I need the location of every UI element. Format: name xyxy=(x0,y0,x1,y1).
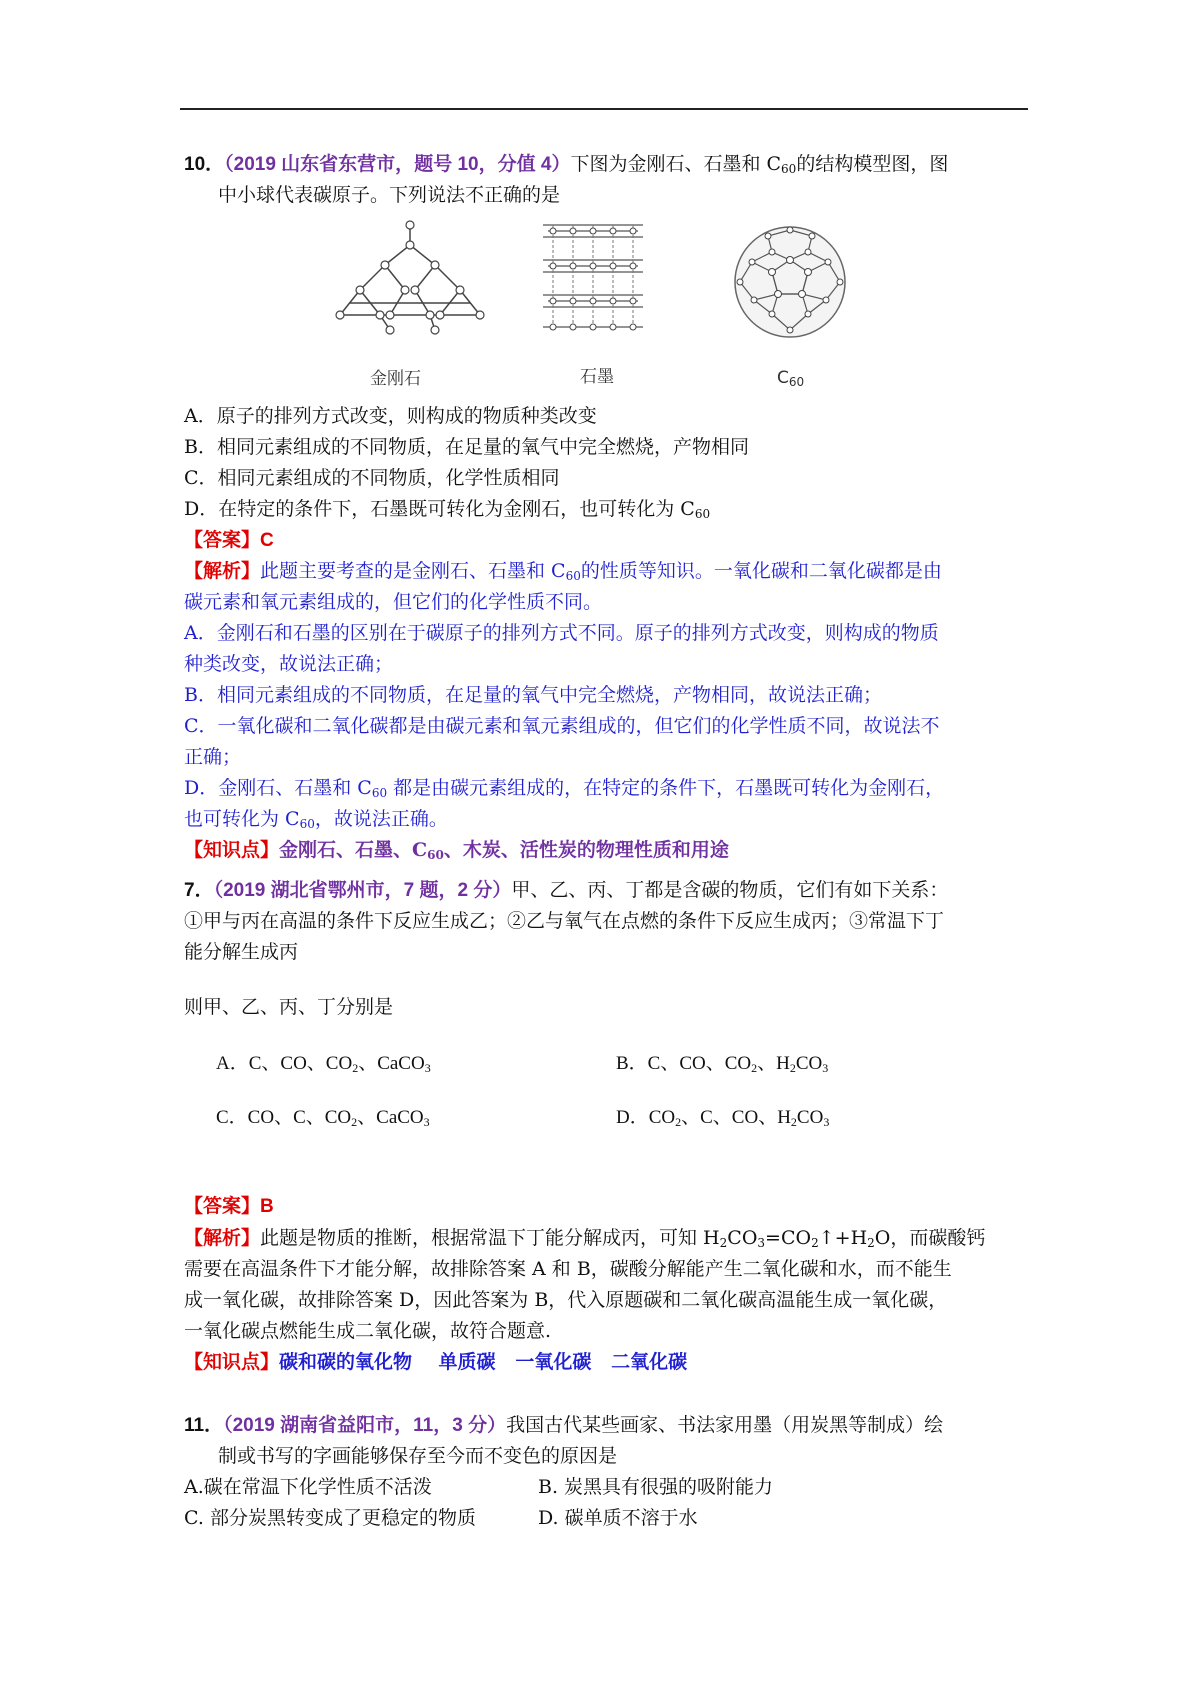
q7-option-c: C．CO、C、$CO_2$、CaCO$_3$ xyxy=(216,1107,430,1129)
q10-analysis-d1: D．金刚石、石墨和 $C_{60}$ 都是由碳元素组成的，在特定的条件下，石墨既可转化为金刚石， xyxy=(184,777,945,800)
q7-answer: 【答案】B xyxy=(184,1196,274,1217)
q10-analysis-line1: 【解析】此题主要考查的是金刚石、石墨和 $C_{60}$的性质等知识。一氧化碳和二氧化碳都是由 xyxy=(184,560,942,583)
q7-knowledge-point: 【知识点】碳和碳的氧化物 单质碳 一氧化碳 二氧化碳 xyxy=(184,1351,688,1373)
q10-analysis-c2: 正确； xyxy=(184,746,242,768)
q10-analysis-d2: 也可转化为 $C_{60}$，故说法正确。 xyxy=(184,808,448,831)
q7-stem-line3: 能分解生成丙 xyxy=(184,941,299,963)
diamond-structure-figure xyxy=(330,215,490,345)
diamond-caption: 金刚石 xyxy=(370,369,421,389)
q10-analysis-line2: 碳元素和氧元素组成的，但它们的化学性质不同。 xyxy=(184,591,603,613)
q7-option-a: A．C、CO、$CO_2$、CaCO$_3$ xyxy=(216,1053,431,1075)
q7-analysis-line4: 一氧化碳点燃能生成二氧化碳，故符合题意. xyxy=(184,1320,552,1342)
q10-option-b: B．相同元素组成的不同物质，在足量的氧气中完全燃烧，产物相同 xyxy=(184,436,749,458)
q11-option-d: D. 碳单质不溶于水 xyxy=(538,1507,698,1529)
q11-option-b: B. 炭黑具有很强的吸附能力 xyxy=(538,1476,774,1498)
q10-answer: 【答案】C xyxy=(184,530,274,551)
q10-stem-line2: 中小球代表碳原子。下列说法不正确的是 xyxy=(218,184,561,206)
q10-analysis-a2: 种类改变，故说法正确； xyxy=(184,653,394,675)
graphite-structure-figure xyxy=(538,215,648,340)
q7-stem-line1: 7．（2019 湖北省鄂州市，7 题，2 分）甲、乙、丙、丁都是含碳的物质，它们有如下关系： xyxy=(184,879,949,901)
q7-option-b: B．C、CO、$CO_2$、$H_2CO_3$ xyxy=(616,1053,829,1075)
q7-stem-line4: 则甲、乙、丙、丁分别是 xyxy=(184,996,394,1018)
q10-option-d: D．在特定的条件下，石墨既可转化为金刚石，也可转化为 $C_{60}$ xyxy=(184,498,711,521)
c60-caption: $C_{60}$ xyxy=(777,368,805,389)
q7-option-d: D．$CO_2$、C、CO、$H_2CO_3$ xyxy=(616,1107,830,1129)
q11-option-c: C. 部分炭黑转变成了更稳定的物质 xyxy=(184,1507,476,1529)
q7-stem-line2: ①甲与丙在高温的条件下反应生成乙；②乙与氧气在点燃的条件下反应生成丙；③常温下丁 xyxy=(184,910,945,932)
q10-number: 10． xyxy=(184,154,225,175)
graphite-caption: 石墨 xyxy=(580,367,614,387)
q7-analysis-line3: 成一氧化碳，故排除答案 D，因此答案为 B，代入原题碳和二氧化碳高温能生成一氧化碳， xyxy=(184,1289,948,1311)
q10-option-c: C．相同元素组成的不同物质，化学性质相同 xyxy=(184,467,560,489)
q10-analysis-b: B．相同元素组成的不同物质，在足量的氧气中完全燃烧，产物相同，故说法正确； xyxy=(184,684,882,706)
q7-analysis-line1: 【解析】此题是物质的推断，根据常温下丁能分解成丙，可知 $H_2CO_3=CO_2↑+H_2O$，而碳酸钙 xyxy=(184,1227,986,1250)
q11-stem-line1: 11．（2019 湖南省益阳市，11，3 分）我国古代某些画家、书法家用墨（用炭黑等制成）绘 xyxy=(184,1414,944,1436)
q10-knowledge-point: 【知识点】金刚石、石墨、$C_{60}$、木炭、活性炭的物理性质和用途 xyxy=(184,839,729,862)
q11-option-a: A.碳在常温下化学性质不活泼 xyxy=(184,1476,432,1498)
q7-analysis-line2: 需要在高温条件下才能分解，故排除答案 A 和 B，碳酸分解能产生二氧化碳和水，而不能生 xyxy=(184,1258,952,1280)
header-rule xyxy=(180,108,1028,110)
q10-analysis-a1: A．金刚石和石墨的区别在于碳原子的排列方式不同。原子的排列方式改变，则构成的物质 xyxy=(184,622,939,644)
q10-analysis-c1: C．一氧化碳和二氧化碳都是由碳元素和氧元素组成的，但它们的化学性质不同，故说法不 xyxy=(184,715,940,737)
q11-stem-line2: 制或书写的字画能够保存至今而不变色的原因是 xyxy=(218,1445,618,1467)
q10-source: （2019 山东省东营市，题号 10，分值 4） xyxy=(224,154,571,175)
q10-stem-line1: 10．（2019 山东省东营市，题号 10，分值 4）下图为金刚石、石墨和 $C_{60}$的结构模型图，图 xyxy=(184,153,949,176)
c60-structure-figure xyxy=(730,222,850,342)
q10-option-a: A．原子的排列方式改变，则构成的物质种类改变 xyxy=(184,405,597,427)
